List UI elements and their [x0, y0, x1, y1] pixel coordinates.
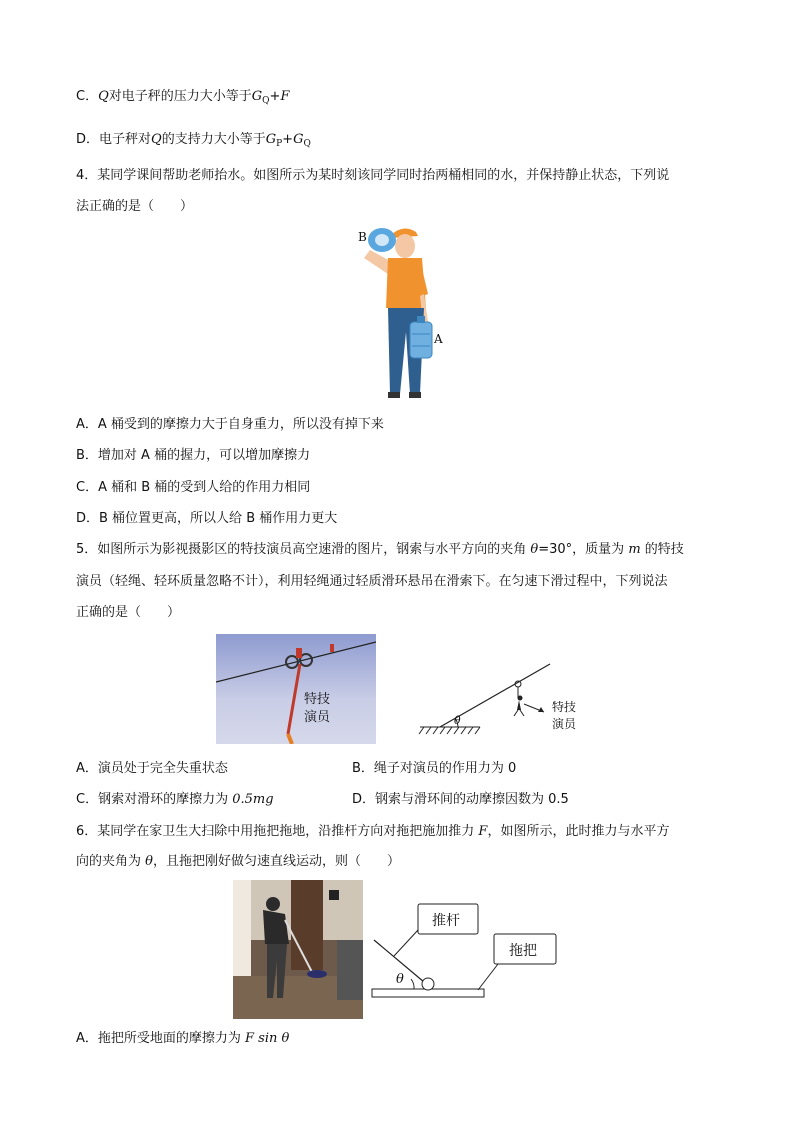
- pole: [288, 664, 300, 734]
- q5-option-a: A．演员处于完全失重状态: [76, 761, 228, 776]
- q3-option-d: [76, 131, 311, 153]
- option-prefix: D．电子秤对: [76, 132, 152, 147]
- plus-sign: +: [269, 89, 281, 104]
- shoe-left: [388, 392, 400, 398]
- performer-leg: [514, 710, 518, 716]
- subscript: Q: [303, 139, 311, 149]
- var-f: F: [478, 824, 488, 839]
- var-g: G: [293, 132, 304, 147]
- photo-label-line1: 特技: [304, 692, 331, 707]
- callout-mop-line: [478, 964, 498, 990]
- option-text: C．钢索对滑环的摩擦力为: [76, 792, 233, 807]
- q3-option-c: [76, 88, 289, 110]
- plus-sign: +: [282, 132, 294, 147]
- var-m: m: [628, 542, 641, 557]
- head-shape: [395, 234, 415, 258]
- incline-cable-diagram: [418, 660, 598, 740]
- mop-force-diagram: [370, 900, 570, 1000]
- rider: [296, 648, 302, 658]
- option-text: A．拖把所受地面的摩擦力为: [76, 1031, 246, 1046]
- bottle-a-cap: [417, 316, 425, 323]
- performer-leg: [520, 710, 524, 716]
- var-g: G: [265, 132, 277, 147]
- q5-option-c: [76, 791, 274, 809]
- q5-option-b: B．绳子对演员的作用力为 0: [352, 761, 517, 776]
- var-q: Q: [151, 132, 162, 147]
- option-text: 的支持力大小等于: [161, 132, 266, 147]
- q5-stem-line2: 演员（轻绳、轻环质量忽略不计），利用轻绳通过轻质滑环悬吊在滑索下。在匀速下滑过程中，下列说法: [76, 574, 668, 589]
- option-prefix: C．: [76, 89, 99, 104]
- q5-stem-line1: [76, 541, 684, 559]
- theta-label: θ: [454, 714, 461, 727]
- stem-text: =30°，质量为: [538, 542, 629, 557]
- diagram-label-line2: 演员: [552, 717, 577, 731]
- var-theta: θ: [145, 854, 153, 869]
- callout-pole-label: 推杆: [432, 913, 460, 929]
- callout-mop-label: 拖把: [509, 943, 537, 959]
- torso: [263, 910, 289, 944]
- stem-text: 向的夹角为: [76, 854, 146, 869]
- bottle-b-cap: [375, 234, 389, 246]
- ground-hatch: [419, 727, 480, 734]
- stem-text: 5．如图所示为影视摄影区的特技演员高空速滑的图片，钢索与水平方向的夹角: [76, 542, 531, 557]
- subscript: P: [276, 139, 283, 149]
- stem-text: ，如图所示，此时推力与水平方: [487, 824, 670, 839]
- label-b: B: [358, 230, 367, 244]
- angle-arc: [411, 979, 414, 989]
- mopping-photo: [233, 880, 363, 1019]
- mop-head-circle: [422, 978, 434, 990]
- wall-frame: [329, 890, 339, 900]
- q4-option-a: A．A 桶受到的摩擦力大于自身重力，所以没有掉下来: [76, 417, 384, 432]
- head: [266, 897, 280, 911]
- var-q: Q: [98, 89, 109, 104]
- math-expr: F sin θ: [245, 1031, 290, 1046]
- mopping-photo-scene: [233, 880, 363, 1019]
- stem-text: ，且拖把刚好做匀速直线运动，则（ ）: [152, 854, 400, 869]
- q6-stem-line2: [76, 853, 400, 871]
- diagram-label-line1: 特技: [552, 700, 577, 714]
- var-f: F: [280, 89, 290, 104]
- bottle-a-icon: [410, 322, 432, 358]
- q4-option-b: B．增加对 A 桶的握力，可以增加摩擦力: [76, 448, 311, 463]
- math-expr: 0.5mg: [232, 792, 274, 807]
- subscript: Q: [262, 96, 270, 106]
- shoe-right: [409, 392, 421, 398]
- stunt-photo: [216, 634, 376, 744]
- pole-base: [288, 734, 292, 744]
- q4-stem-line1: 4．某同学课间帮助老师抬水。如图所示为某时刻该同学同时抬两桶相同的水，并保持静止状态，下列说: [76, 168, 670, 183]
- water-carrier-figure: [352, 222, 452, 400]
- q4-option-d: D．B 桶位置更高，所以人给 B 桶作用力更大: [76, 511, 338, 526]
- label-a: A: [434, 332, 443, 346]
- performer: [330, 644, 334, 652]
- stunt-photo-scene: [216, 634, 376, 744]
- stem-text: 6．某同学在家卫生大扫除中用拖把拖地，沿推杆方向对拖把施加推力: [76, 824, 479, 839]
- person-illustration: [352, 222, 452, 400]
- q6-option-a: [76, 1030, 289, 1048]
- q5-option-d: D．钢索与滑环间的动摩擦因数为 0.5: [352, 792, 569, 807]
- performer-body: [517, 700, 521, 710]
- q4-option-c: C．A 桶和 B 桶的受到人给的作用力相同: [76, 480, 311, 495]
- q5-stem-line3: 正确的是（ ）: [76, 605, 181, 620]
- performer-head: [518, 696, 523, 701]
- mop-head: [307, 970, 327, 978]
- theta-label: θ: [396, 972, 404, 987]
- door-frame: [233, 880, 251, 990]
- q4-stem-line2: 法正确的是（ ）: [76, 199, 194, 214]
- var-theta: θ: [530, 542, 539, 557]
- var-g: G: [251, 89, 263, 104]
- option-text: 对电子秤的压力大小等于: [108, 89, 252, 104]
- q6-stem-line1: [76, 823, 669, 841]
- sofa: [337, 940, 363, 1000]
- photo-label-line2: 演员: [304, 710, 331, 725]
- callout-pole-line: [394, 930, 418, 956]
- door: [291, 880, 323, 970]
- stem-text: 的特技: [640, 542, 684, 557]
